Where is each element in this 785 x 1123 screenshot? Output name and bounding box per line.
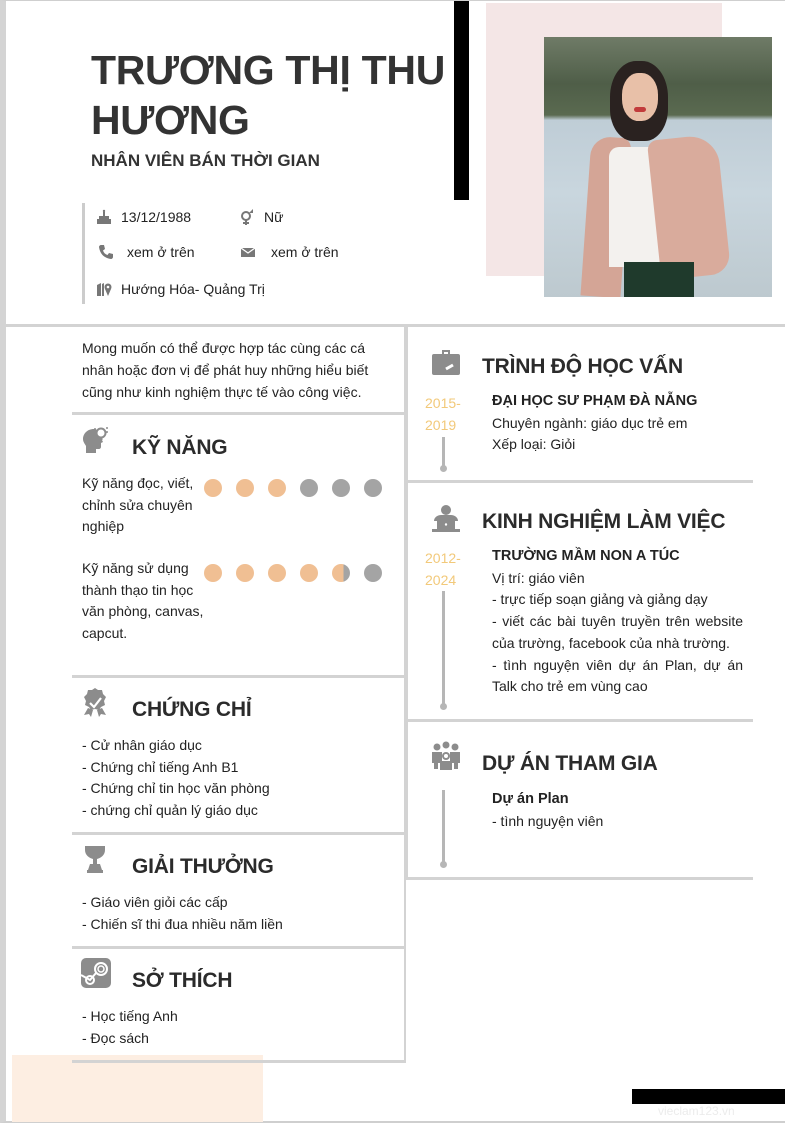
rating-dot-filled [268,479,286,497]
rating-dot-empty [332,479,350,497]
section-divider [406,480,753,483]
education-title: TRÌNH ĐỘ HỌC VẤN [482,355,683,378]
timeline-dot [440,861,447,868]
rating-dot-filled [204,564,222,582]
timeline-line [442,437,445,468]
birthday-cake-icon [96,209,112,225]
hobbies-title: SỞ THÍCH [132,969,233,992]
certificates-list [82,735,270,822]
rating-dot-empty [364,564,382,582]
address-value: Hướng Hóa- Quảng Trị [121,281,265,297]
rating-dot-filled [236,479,254,497]
watermark: vieclam123.vn [658,1104,735,1118]
award-item: - Giáo viên giỏi các cấp [82,894,228,910]
duty-item: - trực tiếp soạn giảng và giảng dạy [492,591,708,608]
certificate-item: - Chứng chỉ tiếng Anh B1 [82,758,239,775]
year-end: 2019 [425,417,457,433]
birthday-item [96,209,191,225]
skill-label: Kỹ năng sử dụng thành thạo tin học văn phòng, canvas, capcut. [82,560,204,641]
header-divider [6,324,785,327]
steam-icon [81,958,111,988]
rating-dot-filled [204,479,222,497]
gender-item [239,209,283,225]
education-detail: Chuyên ngành: giáo dục trẻ em [492,414,688,431]
group-people-icon [431,741,461,771]
company-name: TRƯỜNG MẦM NON A TÚC [492,548,680,564]
envelope-icon [240,244,256,260]
candidate-name: TRƯƠNG THỊ THU HƯƠNG [91,47,446,143]
black-decor-bar [454,1,469,200]
email-item[interactable] [240,244,339,260]
certificates-title: CHỨNG CHỈ [132,698,252,721]
awards-list [82,892,283,935]
awards-title: GIẢI THƯỞNG [132,855,274,878]
skills-title: KỸ NĂNG [132,436,228,459]
personal-info [82,203,382,304]
section-divider [72,412,404,415]
duty-item: - tình nguyện viên dự án Plan, dự án Talk cho trẻ em vùng cao [492,656,743,695]
rating-dot-empty [364,479,382,497]
section-divider [72,1060,406,1063]
education-detail: Xếp loại: Giỏi [492,436,576,453]
timeline-dot [440,465,447,472]
job-title: NHÂN VIÊN BÁN THỜI GIAN [91,151,320,170]
education-years [425,392,461,436]
timeline-dot [440,703,447,710]
black-footer-bar [632,1089,785,1104]
project-entry [492,789,742,832]
section-divider [406,719,753,722]
projects-title: DỰ ÁN THAM GIA [482,752,658,775]
birthday-value: 13/12/1988 [121,209,192,225]
certificate-item: - chứng chỉ quản lý giáo dục [82,802,258,819]
address-item [96,281,265,297]
year-start: 2012- [425,550,461,566]
phone-icon [98,244,114,260]
hobby-item: - Đọc sách [82,1029,149,1046]
right-column-border [406,327,408,880]
experience-title: KINH NGHIỆM LÀM VIỆC [482,510,726,533]
email-value: xem ở trên [271,244,339,260]
duty-item: - viết các bài tuyên truyền trên website của trường, facebook của nhà trường. [492,613,743,651]
skill-rating [204,479,382,497]
head-lightbulb-icon [80,425,110,455]
career-objective: Mong muốn có thể được hợp tác cùng các cá nhân hoặc đơn vị để phát huy những hiểu biết cũng như kinh nghiệm thực tế vào công việc. [82,340,369,400]
project-detail: - tình nguyện viên [492,812,604,829]
certificate-item: - Cử nhân giáo dục [82,737,202,753]
person-laptop-icon [431,503,461,533]
hobbies-list [82,1006,178,1049]
section-divider [72,946,404,949]
phone-value: xem ở trên [127,244,195,260]
year-start: 2015- [425,395,461,411]
rating-dot-partial [332,564,350,582]
peach-decor-block [12,1055,263,1122]
experience-years [425,547,461,591]
skill-rating [204,564,382,582]
briefcase-icon [431,347,461,377]
school-name: ĐẠI HỌC SƯ PHẠM ĐÀ NẴNG [492,393,698,409]
section-divider [72,832,404,835]
rating-dot-filled [300,564,318,582]
year-end: 2024 [425,572,457,588]
skill-label: Kỹ năng đọc, viết, chỉnh sửa chuyên nghiệp [82,475,194,534]
award-item: - Chiến sĩ thi đua nhiều năm liền [82,915,283,932]
rating-dot-filled [236,564,254,582]
phone-item[interactable] [98,244,195,260]
section-divider [406,877,753,880]
map-marker-icon [96,281,112,297]
hobby-item: - Học tiếng Anh [82,1008,178,1024]
rating-dot-filled [268,564,286,582]
education-entry [492,391,742,456]
gender-value: Nữ [264,209,284,225]
timeline-line [442,591,445,706]
section-divider [72,675,404,678]
gender-icon [239,209,255,225]
rating-dot-empty [300,479,318,497]
timeline-line [442,790,445,864]
project-name: Dự án Plan [492,791,569,807]
position: Vị trí: giáo viên [492,569,585,586]
profile-photo [544,37,772,297]
experience-entry [492,546,743,698]
award-ribbon-icon [80,687,110,717]
certificate-item: - Chứng chỉ tin học văn phòng [82,780,270,797]
trophy-icon [80,844,110,874]
